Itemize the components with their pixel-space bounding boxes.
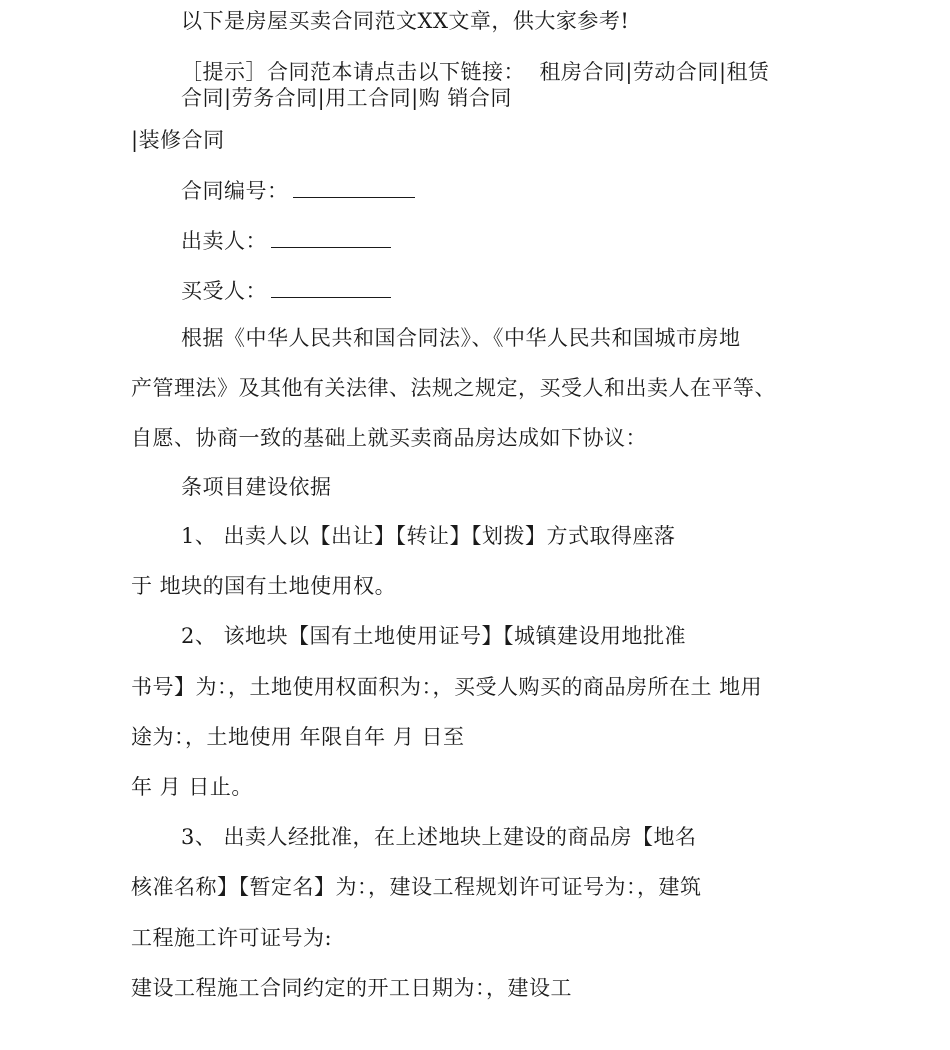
buyer-label: 买受人： (181, 279, 267, 303)
link-separator: | (718, 60, 727, 84)
link-sales-contract[interactable]: 购 销合同 (418, 86, 512, 110)
tip-line-3 (131, 130, 225, 151)
item3-line-1: 3、 出卖人经批准，在上述地块上建设的商品房【地名 (181, 825, 697, 849)
seller-field (181, 231, 391, 252)
link-employment-contract[interactable]: 用工合同 (325, 86, 412, 110)
tip-line-2 (181, 88, 512, 109)
contract-no-label: 合同编号： (181, 179, 289, 203)
link-separator: | (625, 60, 633, 84)
contract-no-blank[interactable] (293, 183, 415, 198)
item2-line-1: 2、 该地块【国有土地使用证号】【城镇建设用地批准 (181, 624, 687, 648)
link-lease-contract-part1[interactable]: 租赁 (726, 60, 770, 84)
link-labor-contract[interactable]: 劳动合同 (632, 60, 719, 84)
preamble-line-3: 自愿、协商一致的基础上就买卖商品房达成如下协议： (131, 426, 647, 450)
contract-no-field (181, 181, 415, 202)
item3-line-3: 工程施工许可证号为: (131, 926, 333, 950)
item3-line-2: 核准名称】【暂定名】为：，建设工程规划许可证号为：，建筑 (131, 875, 702, 899)
link-lease-contract-part2[interactable]: 合同 (181, 86, 224, 110)
link-separator: | (411, 86, 419, 110)
item1-line-1: 1、 出卖人以【出让】【转让】【划拨】方式取得座落 (181, 524, 676, 548)
item2-line-4: 年 月 日止。 (131, 775, 253, 799)
link-rent-contract[interactable]: 租房合同 (539, 60, 626, 84)
link-service-contract[interactable]: 劳务合同 (231, 86, 318, 110)
article-title: 条项目建设依据 (181, 475, 332, 499)
tip-line-1 (181, 62, 770, 83)
link-separator: | (317, 86, 326, 110)
link-renovation-contract[interactable]: 装修合同 (138, 128, 225, 152)
seller-label: 出卖人： (181, 229, 267, 253)
buyer-blank[interactable] (271, 283, 391, 298)
tip-prefix: ［提示］合同范本请点击以下链接： (181, 60, 540, 84)
item2-line-3: 途为：，土地使用 年限自年 月 日至 (131, 725, 465, 749)
link-separator: | (224, 86, 232, 110)
buyer-field (181, 281, 391, 302)
preamble-line-1: 根据《中华人民共和国合同法》、《中华人民共和国城市房地 (181, 326, 741, 350)
item1-line-2: 于 地块的国有土地使用权。 (131, 574, 397, 598)
item2-line-2: 书号】为：，土地使用权面积为：，买受人购买的商品房所在土 地用 (131, 675, 763, 699)
seller-blank[interactable] (271, 233, 391, 248)
item3-line-4: 建设工程施工合同约定的开工日期为：，建设工 (131, 976, 572, 1000)
intro-text: 以下是房屋买卖合同范文XX文章，供大家参考! (181, 9, 630, 33)
link-separator: | (131, 128, 139, 152)
preamble-line-2: 产管理法》及其他有关法律、法规之规定，买受人和出卖人在平等、 (131, 376, 776, 400)
